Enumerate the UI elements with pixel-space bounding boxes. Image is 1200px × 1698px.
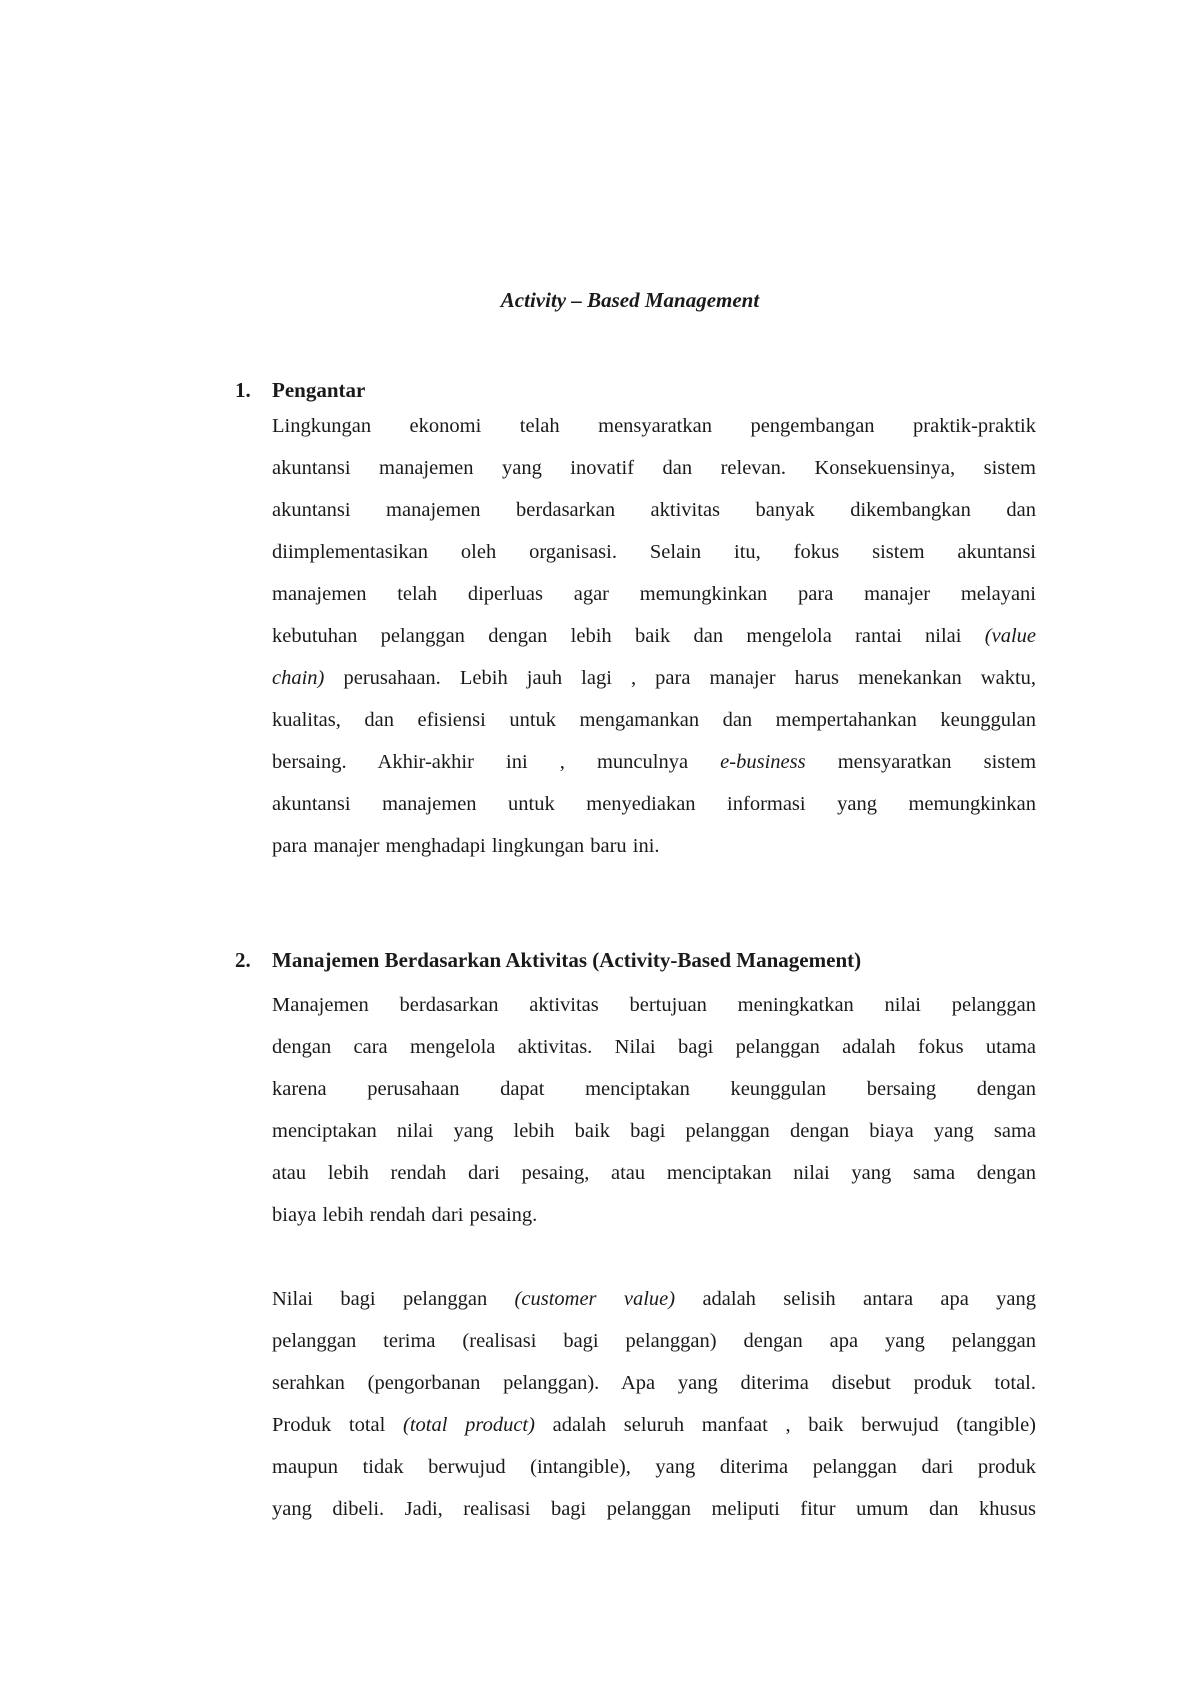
paragraph-line: menciptakan nilai yang lebih baik bagi pelanggan dengan biaya yang sama xyxy=(272,1120,1036,1142)
paragraph-text: perusahaan. Lebih jauh lagi , para manajer harus menekankan waktu, xyxy=(343,667,1037,689)
section-2-number: 2. xyxy=(235,948,251,972)
paragraph-text: kebutuhan pelanggan dengan lebih baik dan mengelola rantai nilai xyxy=(272,625,962,647)
paragraph-line xyxy=(272,615,1036,657)
paragraph-line: karena perusahaan dapat menciptakan keunggulan bersaing dengan xyxy=(272,1078,1036,1100)
section-2-heading: Manajemen Berdasarkan Aktivitas (Activity-Based Management) xyxy=(272,948,862,972)
paragraph-line: yang dibeli. Jadi, realisasi bagi pelanggan meliputi fitur umum dan khusus xyxy=(272,1498,1036,1520)
paragraph-line: pelanggan terima (realisasi bagi pelanggan) dengan apa yang pelanggan xyxy=(272,1330,1036,1352)
document-title: Activity – Based Management xyxy=(500,288,760,312)
paragraph-line: akuntansi manajemen berdasarkan aktivitas banyak dikembangkan dan xyxy=(272,499,1036,521)
paragraph-line xyxy=(272,1404,1036,1446)
emphasis-text: (value xyxy=(984,625,1037,647)
paragraph-line: akuntansi manajemen untuk menyediakan informasi yang memungkinkan xyxy=(272,793,1036,815)
section-2-paragraph-1 xyxy=(272,984,1036,1236)
paragraph-line: diimplementasikan oleh organisasi. Selain itu, fokus sistem akuntansi xyxy=(272,541,1036,563)
paragraph-line: kualitas, dan efisiensi untuk mengamankan dan mempertahankan keunggulan xyxy=(272,709,1036,731)
paragraph-line: biaya lebih rendah dari pesaing. xyxy=(272,1204,538,1226)
paragraph-line: dengan cara mengelola aktivitas. Nilai bagi pelanggan adalah fokus utama xyxy=(272,1036,1036,1058)
paragraph-text: adalah seluruh manfaat , baik berwujud (tangible) xyxy=(552,1414,1037,1436)
paragraph-text: bersaing. Akhir-akhir ini , munculnya xyxy=(272,751,689,773)
section-2-paragraph-2 xyxy=(272,1278,1036,1530)
paragraph-line: maupun tidak berwujud (intangible), yang diterima pelanggan dari produk xyxy=(272,1456,1036,1478)
paragraph-line: Manajemen berdasarkan aktivitas bertujuan meningkatkan nilai pelanggan xyxy=(272,994,1036,1016)
section-1-paragraph xyxy=(272,405,1036,867)
paragraph-text: Nilai bagi pelanggan xyxy=(272,1288,488,1310)
emphasis-text: chain) xyxy=(272,667,325,689)
emphasis-text: (total product) xyxy=(403,1414,535,1436)
paragraph-line: atau lebih rendah dari pesaing, atau menciptakan nilai yang sama dengan xyxy=(272,1162,1036,1184)
section-1-number: 1. xyxy=(235,378,251,402)
paragraph-line: Lingkungan ekonomi telah mensyaratkan pengembangan praktik-praktik xyxy=(272,415,1036,437)
paragraph-line: akuntansi manajemen yang inovatif dan relevan. Konsekuensinya, sistem xyxy=(272,457,1036,479)
paragraph-line xyxy=(272,741,1036,783)
emphasis-text: (customer value) xyxy=(514,1288,676,1310)
emphasis-text: e-business xyxy=(720,751,806,773)
paragraph-line: serahkan (pengorbanan pelanggan). Apa yang diterima disebut produk total. xyxy=(272,1372,1036,1394)
paragraph-line: manajemen telah diperluas agar memungkinkan para manajer melayani xyxy=(272,583,1036,605)
paragraph-text: adalah selisih antara apa yang xyxy=(702,1288,1037,1310)
paragraph-line xyxy=(272,657,1036,699)
paragraph-text: mensyaratkan sistem xyxy=(837,751,1037,773)
paragraph-line: para manajer menghadapi lingkungan baru ini. xyxy=(272,835,660,857)
paragraph-line xyxy=(272,1278,1036,1320)
paragraph-text: Produk total xyxy=(272,1414,386,1436)
section-1-heading: Pengantar xyxy=(272,378,366,402)
